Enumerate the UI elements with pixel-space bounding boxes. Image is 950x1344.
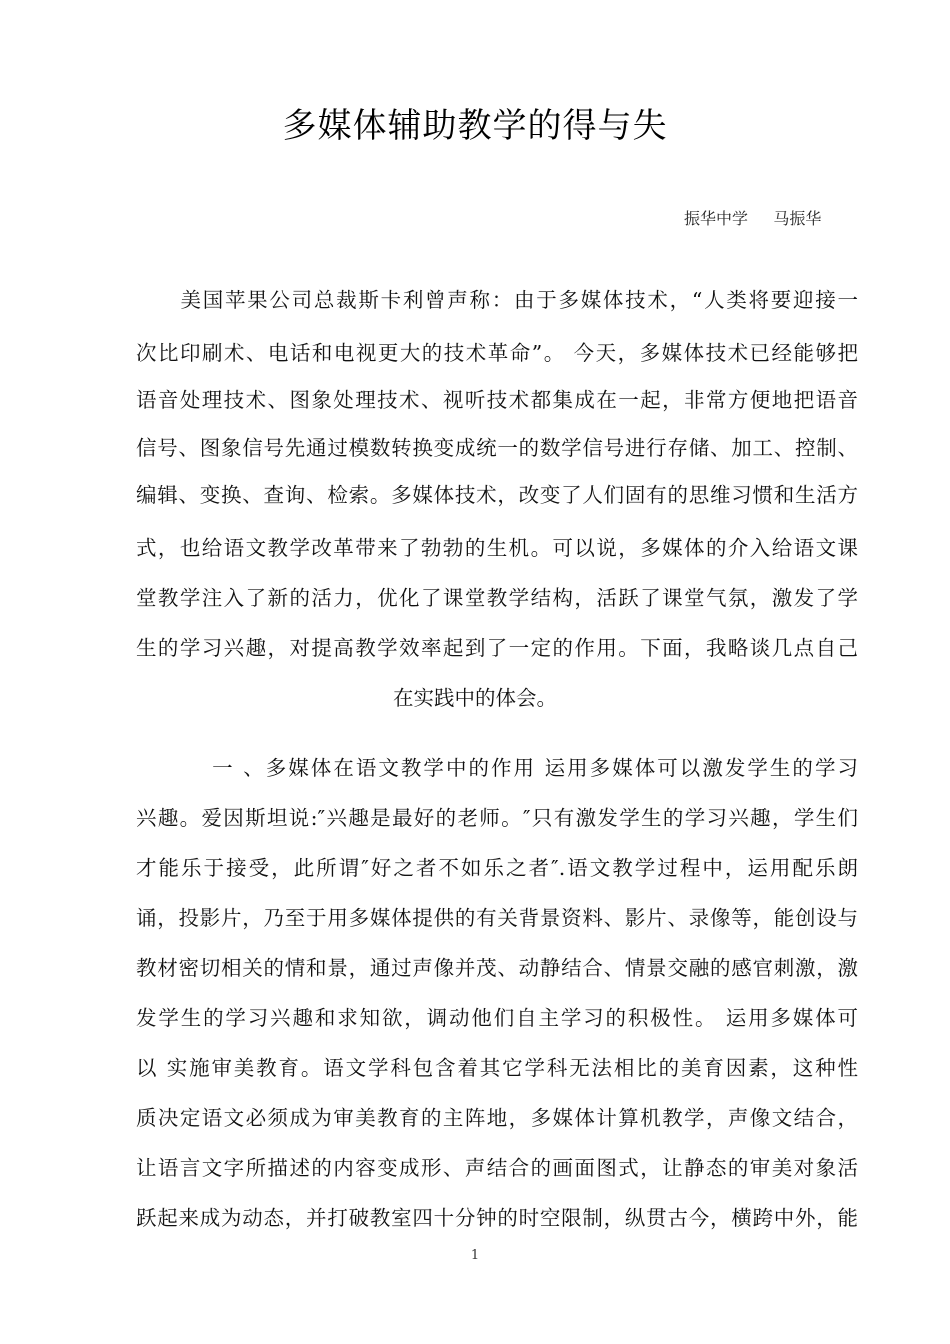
text-line: 跃起来成为动态，并打破教室四十分钟的时空限制，纵贯古今，横跨中外，能 <box>136 1206 858 1230</box>
text-line: 教材密切相关的情和景，通过声像并茂、动静结合、情景交融的感官刺激，激 <box>136 956 858 980</box>
text-line: 堂教学注入了新的活力，优化了课堂教学结构，活跃了课堂气氛，激发了学 <box>136 586 858 610</box>
text-line: 才能乐于接受，此所谓″好之者不如乐之者″.语文教学过程中，运用配乐朗 <box>136 856 858 880</box>
author-line: 振华中学 马振华 <box>684 209 822 228</box>
document-title: 多媒体辅助教学的得与失 <box>282 106 668 146</box>
text-line: 次比印刷术、电话和电视更大的技术革命”。 今天，多媒体技术已经能够把 <box>136 341 858 365</box>
text-line: 让语言文字所描述的内容变成形、声结合的画面图式，让静态的审美对象活 <box>136 1156 858 1180</box>
text-line: 质决定语文必须成为审美教育的主阵地，多媒体计算机教学，声像文结合， <box>136 1106 858 1130</box>
text-line: 生的学习兴趣，对提高教学效率起到了一定的作用。下面，我略谈几点自己 <box>136 636 858 660</box>
text-line: 以 实施审美教育。语文学科包含着其它学科无法相比的美育因素，这种性 <box>136 1056 858 1080</box>
text-line: 在实践中的体会。 <box>393 686 557 710</box>
text-line: 式，也给语文教学改革带来了勃勃的生机。可以说，多媒体的介入给语文课 <box>136 536 858 560</box>
text-line: 信号、图象信号先通过模数转换变成统一的数学信号进行存储、加工、控制、 <box>136 436 858 460</box>
text-line: 兴趣。爱因斯坦说:″兴趣是最好的老师。″只有激发学生的学习兴趣，学生们 <box>136 806 858 830</box>
page-number: 1 <box>470 1248 480 1263</box>
text-line: 语音处理技术、图象处理技术、视听技术都集成在一起，非常方便地把语音 <box>136 388 858 412</box>
text-line: 发学生的学习兴趣和求知欲，调动他们自主学习的积极性。 运用多媒体可 <box>136 1006 858 1030</box>
text-line: 诵，投影片，乃至于用多媒体提供的有关背景资料、影片、录像等，能创设与 <box>136 906 858 930</box>
text-line: 编辑、变换、查询、检索。多媒体技术，改变了人们固有的思维习惯和生活方 <box>136 483 858 507</box>
text-line: 一 、多媒体在语文教学中的作用 运用多媒体可以激发学生的学习 <box>136 756 858 780</box>
text-line: 美国苹果公司总裁斯卡利曾声称：由于多媒体技术，“人类将要迎接一 <box>136 288 858 312</box>
